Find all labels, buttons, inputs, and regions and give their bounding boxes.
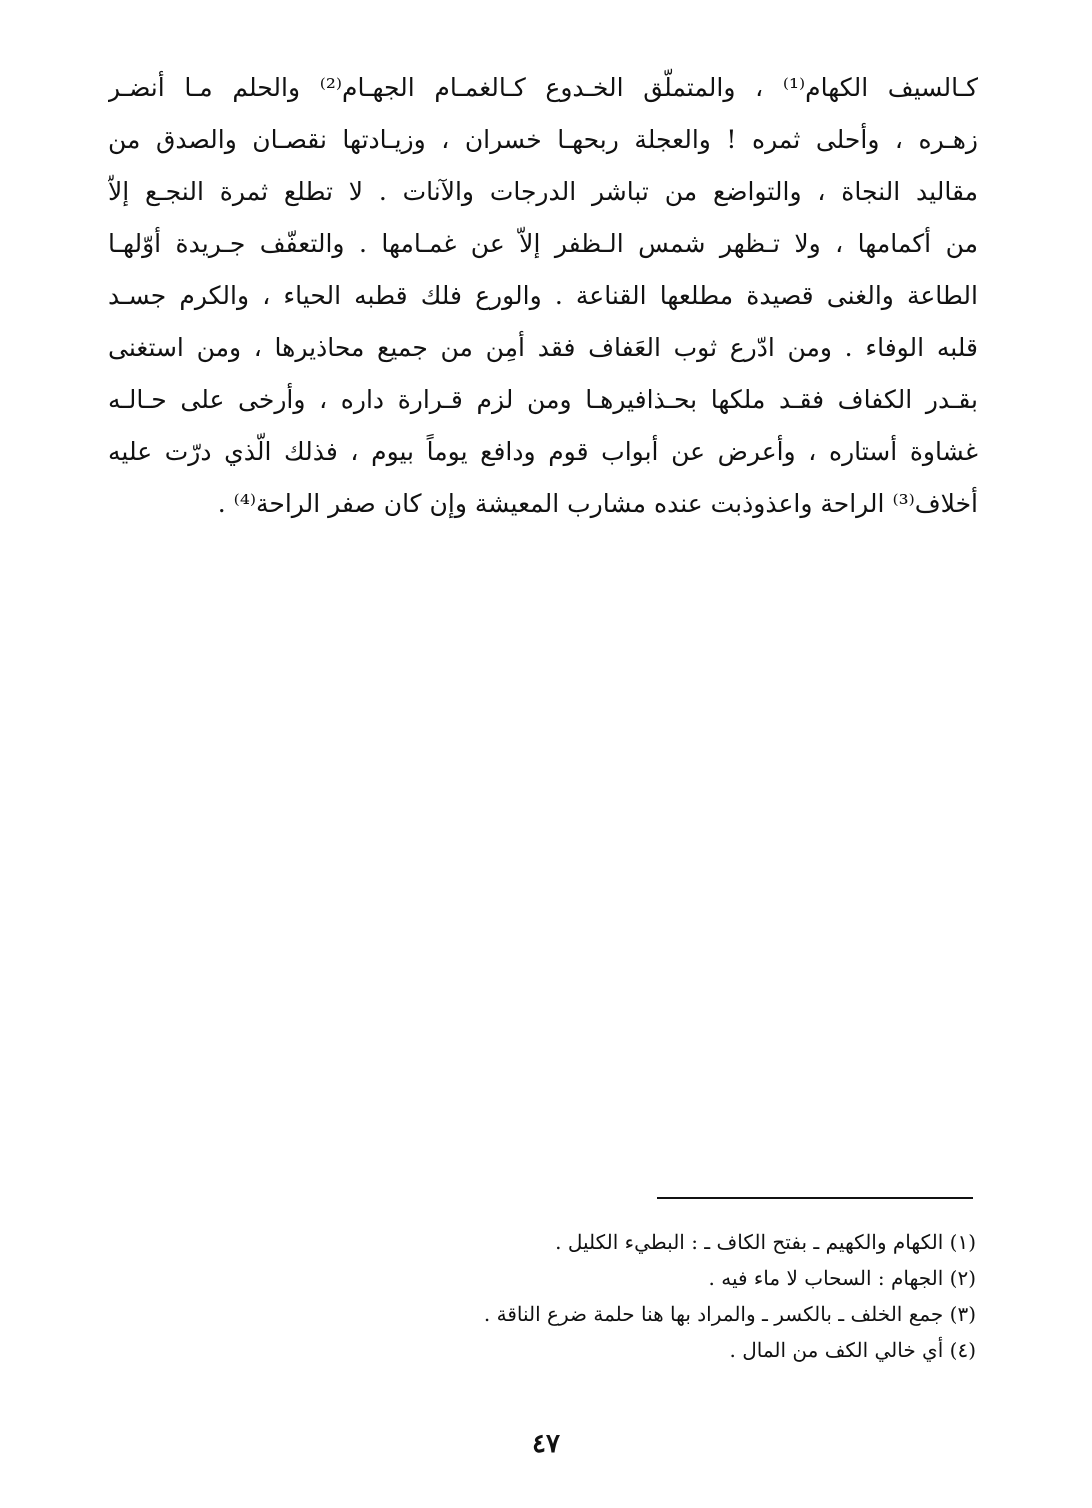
footnote-3: (٣) جمع الخلف ـ بالكسر ـ والمراد بها هنا حلمة ضرع الناقة . [483, 1302, 976, 1326]
text-line: بقـدر الكفاف فقـد ملكها بحـذافيرهـا ومن لزم قـرارة داره ، وأرخى على حـالـه [108, 385, 978, 414]
text-line: زهـره ، وأحلى ثمره ! والعجلة ربحهـا خسران ، وزيـادتها نقصـان والصدق من [108, 125, 978, 154]
footnote-1: (١) الكهام والكهيم ـ بفتح الكاف ـ : البطيء الكليل . [555, 1230, 976, 1254]
page-number: ٤٧ [532, 1429, 560, 1459]
text-line: أخلاف⁽³⁾ الراحة واعذوذبت عنده مشارب المعيشة وإن كان صفر الراحة⁽⁴⁾ . [217, 489, 978, 518]
text-line: قلبه الوفاء . ومن ادّرع ثوب العَفاف فقد أمِن من جميع محاذيرها ، ومن استغنى [108, 333, 978, 362]
footnotes [300, 1224, 976, 1368]
footnote-4: (٤) أي خالي الكف من المال . [729, 1338, 976, 1362]
text-line: غشاوة أستاره ، وأعرض عن أبواب قوم ودافع يوماً بيوم ، فذلك الّذي درّت عليه [108, 437, 978, 466]
text-line: كـالسيف الكهام⁽¹⁾ ، والمتملّق الخـدوع كـالغمـام الجهـام⁽²⁾ والحلم مـا أنضـر [108, 73, 978, 102]
text-line: الطاعة والغنى قصيدة مطلعها القناعة . والورع فلك قطبه الحياء ، والكرم جسـد [108, 281, 978, 310]
text-line: مقاليد النجاة ، والتواضع من تباشر الدرجات والآنات . لا تطلع ثمرة النجـع إلاّ [108, 177, 978, 206]
main-paragraph [108, 62, 978, 530]
text-line: من أكمامها ، ولا تـظهر شمس الـظفر إلاّ عن غمـامها . والتعفّف جـريدة أوّلهـا [108, 229, 978, 258]
footnote-separator [657, 1197, 973, 1199]
footnote-2: (٢) الجهام : السحاب لا ماء فيه . [708, 1266, 976, 1290]
